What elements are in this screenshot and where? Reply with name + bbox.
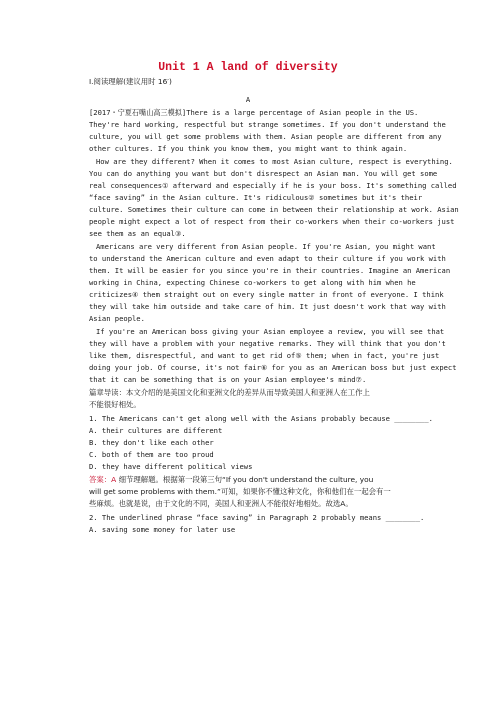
answer-line: 答案：A 细节理解题。根据第一段第三句“If you don't understand the culture, you xyxy=(89,475,374,484)
passage-line: [2017・宁夏石嘴山高三模拟]There is a large percentage of Asian people in the US. xyxy=(89,108,419,117)
passage-line: real consequences① afterward and especially if he is your boss. It's something called xyxy=(89,181,457,190)
question-line: A. saving some money for later use xyxy=(89,525,236,534)
question-line: 2. The underlined phrase “face saving” in Paragraph 2 probably means ________. xyxy=(89,513,425,522)
question-line: 1. The Americans can't get along well with the Asians probably because ________. xyxy=(89,414,433,423)
passage-label: A xyxy=(245,95,251,104)
passage-line: If you're an American boss giving your Asian employee a review, you will see that xyxy=(96,327,445,336)
passage-line: working in China, expecting Chinese co-workers to get along with him when he xyxy=(89,278,416,287)
passage-line: doing your job. Of course, it's not fair⑥ for you as an American boss but just expect xyxy=(89,363,457,372)
section-heading: Ⅰ.阅读理解(建议用时 16′) xyxy=(89,77,172,86)
passage-line: that it can be something that is on your Asian employee's mind⑦. xyxy=(89,375,367,384)
question-line: A. their cultures are different xyxy=(89,426,223,435)
page-title: Unit 1 A land of diversity xyxy=(158,61,338,74)
passage-line: 不能很好相处。 xyxy=(89,400,141,409)
question-line: B. they don't like each other xyxy=(89,438,214,447)
passage-line: Asian people. xyxy=(89,314,145,323)
passage-line: Americans are very different from Asian people. If you're Asian, you might want xyxy=(96,242,436,251)
passage-line: “face saving” in the Asian culture. It's ridiculous② sometimes but it's their xyxy=(89,193,423,202)
passage-line: they will take him outside and take care of him. It just doesn't work that way with xyxy=(89,302,446,311)
passage-line: They're hard working, respectful but strange sometimes. If you don't understand the xyxy=(89,120,446,129)
passage-line: people might expect a lot of respect from their co-workers when their co-workers just xyxy=(89,217,455,226)
passage-line: like them, disrespectful, and want to get rid of⑤ them; when in fact, you're just xyxy=(89,351,440,360)
passage-line: they will have a problem with your negative remarks. They will think that you don't xyxy=(89,339,446,348)
question-line: will get some problems with them.”可知，如果你不懂这种文化，你和他们在一起会有一 xyxy=(89,487,391,496)
passage-line: culture, you will get some problems with them. Asian people are different from any xyxy=(89,132,442,141)
passage-line: see them as an equal③. xyxy=(89,229,186,238)
question-line: C. both of them are too proud xyxy=(89,450,214,459)
passage-line: How are they different? When it comes to most Asian culture, respect is everything. xyxy=(96,157,453,166)
passage-line: You can do anything you want but don't disrespect an Asian man. You will get some xyxy=(89,169,438,178)
answer-label: 答案：A xyxy=(89,475,117,484)
passage-line: criticizes④ them straight out on every single matter in front of everyone. I think xyxy=(89,290,444,299)
passage-line: 篇章导读：本文介绍的是美国文化和亚洲文化的差异从而导致美国人和亚洲人在工作上 xyxy=(89,388,370,397)
question-line: D. they have different political views xyxy=(89,462,253,471)
passage-line: other cultures. If you think you know them, you might want to think again. xyxy=(89,144,408,153)
passage-line: them. It will be easier for you since you're in their countries. Imagine an American xyxy=(89,266,451,275)
question-line: 些麻烦。也就是说，由于文化的不同，美国人和亚洲人不能很好地相处。故选A。 xyxy=(89,499,353,508)
passage-line: to understand the American culture and even adapt to their culture if you work with xyxy=(89,254,446,263)
passage-line: culture. Sometimes their culture can come in between their relationship at work. Asian xyxy=(89,205,459,214)
